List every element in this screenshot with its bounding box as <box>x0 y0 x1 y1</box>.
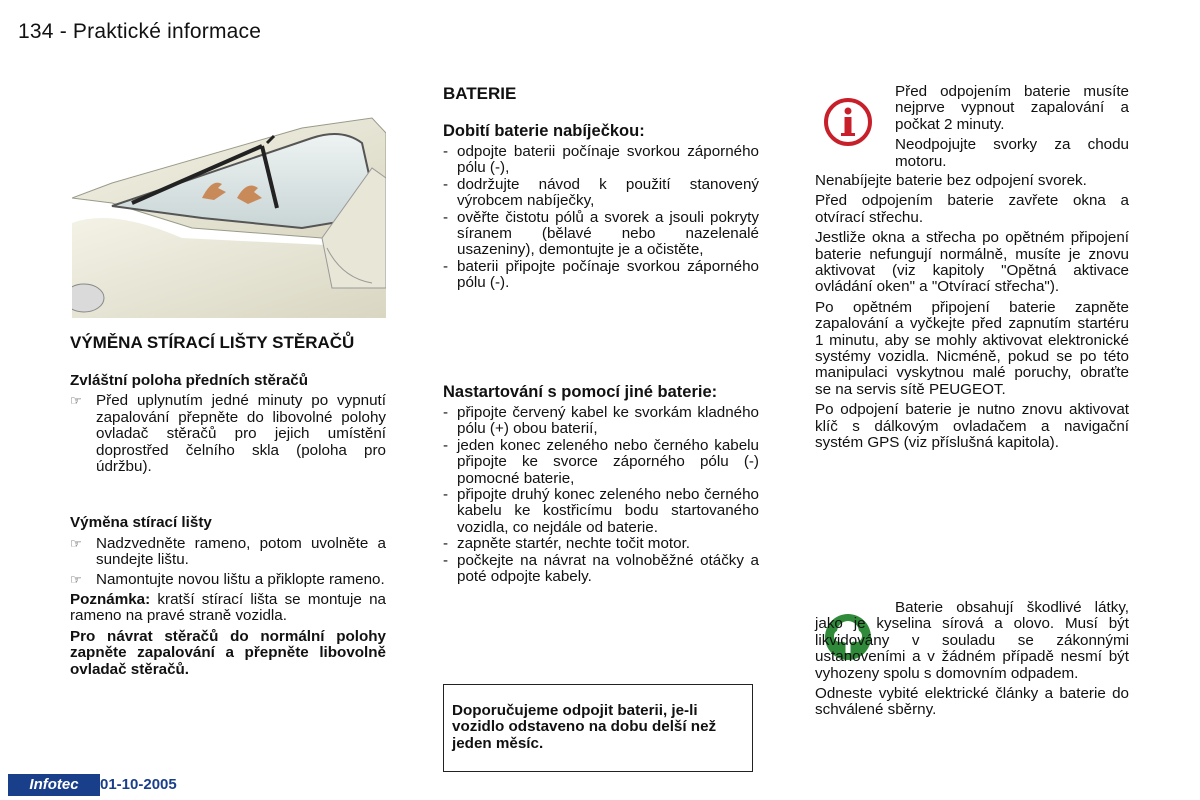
infotec-logo: Infotec <box>8 774 100 796</box>
page-header <box>18 20 261 44</box>
list-item: - dodržujte návod k použití stanovený výrobcem nabíječky, <box>443 177 759 210</box>
wiper-note <box>70 592 386 625</box>
battery-note-1: Nenabíjejte baterie bez odpojení svorek. <box>815 172 1087 189</box>
list-item: - jeden konec zeleného nebo černého kabelu připojte ke svorce záporného pólu (-) pomocné baterie, <box>443 438 759 487</box>
list-item: ☞ Před uplynutím jedné minuty po vypnutí zapalování přepněte do libovolné polohy ovladač stěračů pro jejich umístění doprostřed čelního skla (poloha pro údržbu). <box>70 393 386 475</box>
battery-section <box>443 84 759 292</box>
list-item: - počkejte na návrat na volnoběžné otáčky a poté odpojte kabely. <box>443 553 759 586</box>
header-separator: - <box>59 20 73 43</box>
list-item: - baterii připojte počínaje svorkou záporného pólu (-). <box>443 259 759 292</box>
environment-note-text-1: Baterie obsahují škodlivé látky, jako je kyselina sírová a olovo. Musí být likvidovány v souladu se zákonnými ustanoveními a v žádném případě nesmí být vyhozeny spolu s domovním odpadem. <box>815 599 1129 682</box>
windshield-wiper-illustration <box>72 88 386 318</box>
battery-note-4: Po opětném připojení baterie zapněte zapalování a vyčkejte před zapnutím startéru 1 minutu, aby se mohly aktivovat elektronické systémy vozidla. Nicméně, pokud se po této manipulaci vyskytnou malé poruchy, obraťte se na servis sítě PEUGEOT. <box>815 298 1129 398</box>
battery-note-2: Před odpojením baterie zavřete okna a otvírací střechu. <box>815 192 1129 226</box>
disconnect-recommendation-box: Doporučujeme odpojit baterii, je-li vozidlo odstaveno na dobu delší než jeden měsíc. <box>443 684 753 772</box>
info-note-text-2: Neodpojujte svorky za chodu motoru. <box>895 136 1129 170</box>
info-icon <box>823 97 873 147</box>
print-date: 01-10-2005 <box>100 776 177 793</box>
jump-start-heading: Nastartování s pomocí jiné baterie: <box>443 383 718 401</box>
wiper-special-position-heading: Zvláštní poloha předních stěračů <box>70 372 308 389</box>
list-item: - zapněte startér, nechte točit motor. <box>443 536 759 552</box>
list-item: - odpojte baterii počínaje svorkou záporného pólu (-), <box>443 144 759 177</box>
note-text: kratší stírací lišta se montuje na rameno na pravé straně vozidla. <box>70 591 386 625</box>
environment-note-text-2: Odneste vybité elektrické články a baterie do schválené sběrny. <box>815 685 1129 719</box>
battery-notes <box>815 173 1129 452</box>
jump-start-section <box>443 383 759 585</box>
battery-note-5: Po odpojení baterie je nutno znovu aktivovat klíč s dálkovým ovladačem a navigační systém GPS (viz příslušná kapitola). <box>815 401 1129 452</box>
battery-note-3: Jestliže okna a střecha po opětném připojení baterie nefungují normálně, musíte je znovu aktivovat (viz kapitoly "Opětná aktivace ovládání oken" a "Otvírací střecha"). <box>815 229 1129 296</box>
page-title: Praktické informace <box>72 20 262 43</box>
jump-start-list <box>443 405 759 585</box>
list-item: ☞ Namontujte novou lištu a přiklopte rameno. <box>70 572 386 588</box>
wiper-blade-replacement-heading: Výměna stírací lišty <box>70 514 212 532</box>
battery-heading: BATERIE <box>443 84 517 103</box>
info-note <box>895 84 1129 170</box>
battery-charging-list <box>443 144 759 292</box>
battery-charging-heading: Dobití baterie nabíječkou: <box>443 122 645 140</box>
list-item: - připojte druhý konec zeleného nebo černého kabelu ke kostřicímu bodu startovaného vozidla, co nejdále od baterie. <box>443 487 759 536</box>
wiper-heading: VÝMĚNA STÍRACÍ LIŠTY STĚRAČŮ <box>70 333 355 352</box>
wiper-blade-replacement-list <box>70 536 386 588</box>
page-number: 134 <box>18 20 54 43</box>
wiper-section <box>70 333 386 678</box>
note-label: Poznámka: <box>70 591 151 609</box>
list-item: ☞ Nadzvedněte rameno, potom uvolněte a sundejte lištu. <box>70 536 386 569</box>
list-item: - připojte červený kabel ke svorkám kladného pólu (+) obou baterií, <box>443 405 759 438</box>
wiper-special-position-list <box>70 393 386 475</box>
wiper-normal-position-text: Pro návrat stěračů do normální polohy zapněte zapalování a přepněte libovolně ovladač stěračů. <box>70 627 386 678</box>
list-item: - ověřte čistotu pólů a svorek a jsouli pokryty síranem (bělavé nebo nazelenalé usazeniny), demontujte je a očistěte, <box>443 210 759 259</box>
info-note-text-1: Před odpojením baterie musíte nejprve vypnout zapalování a počkat 2 minuty. <box>895 83 1129 133</box>
environment-note <box>815 600 1129 719</box>
